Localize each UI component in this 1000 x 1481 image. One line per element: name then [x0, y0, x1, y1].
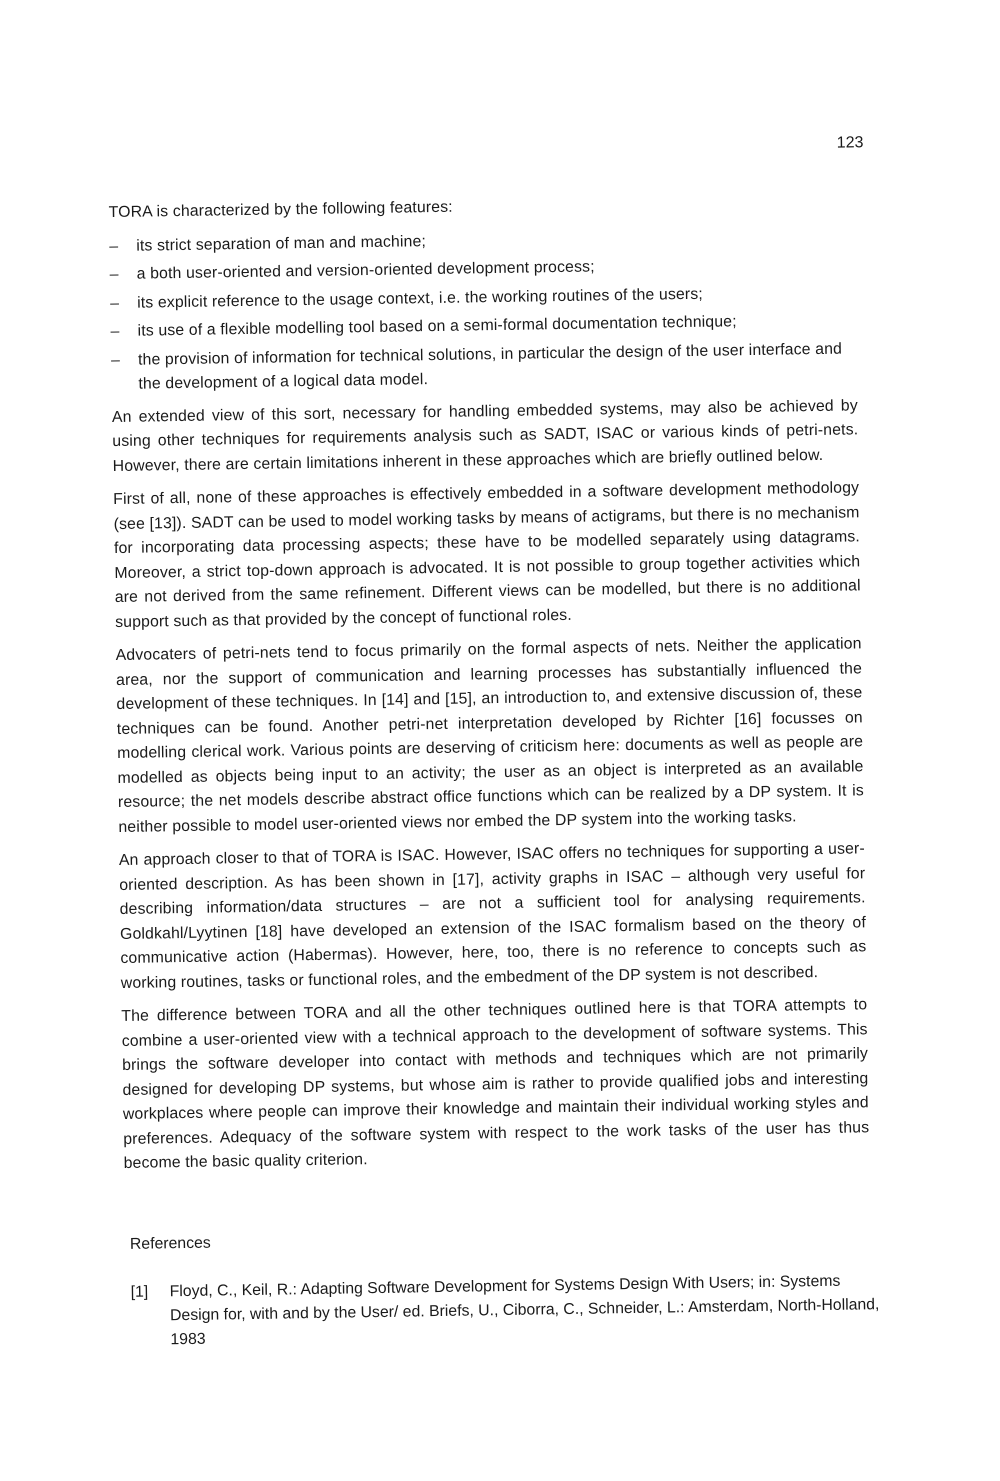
references-heading: References: [129, 1234, 211, 1253]
paragraph: An approach closer to that of TORA is ISAC. However, ISAC offers no techniques for supporting a user-oriented description. As has been shown in [17], activity graphs in ISAC – although very useful for describing information/data structures – are not a sufficient tool for analysing requirements. Goldkahl/Lyytinen [18] have developed an extension of the ISAC formalism based on the theory of communicative action (Habermas). However, here, too, there is no reference to concepts such as working routines, tasks or functional roles, and the embedment of the DP system is not described.: [118, 840, 867, 992]
body-text: [109, 189, 870, 1185]
paragraph: An extended view of this sort, necessary for handling embedded systems, may also be achieved by using other techniques for requirements analysis such as SADT, ISAC or various kinds of petri-nets. However, there are certain limitations inherent in these approaches which are briefly outlined below.: [111, 396, 859, 475]
paragraph: The difference between TORA and all the other techniques outlined here is that TORA attempts to combine a user-oriented view with a technical approach to the development of software systems. This brings the software developer into contact with methods and techniques which are not primarily designed for developing DP systems, but whose aim is rather to provide qualified jobs and interesting workplaces where people can improve their knowledge and maintain their individual working styles and preferences. Adequacy of the software system with respect to the work tasks of the user has thus become the basic quality criterion.: [121, 996, 870, 1172]
feature-item: [111, 337, 858, 398]
feature-text: its strict separation of man and machine;: [136, 232, 427, 255]
list-dash: –: [109, 237, 119, 255]
page-number: 123: [836, 134, 864, 152]
feature-text: the provision of information for technical solutions, in particular the design of the user interface and the development of a logical data model.: [137, 340, 843, 393]
list-dash: –: [110, 322, 120, 341]
feature-list: [109, 223, 857, 398]
paragraph: First of all, none of these approaches is effectively embedded in a software development methodology (see [13]). SADT can be used to model working tasks by means of actigrams, but there is no mechanism for incorporating data processing aspects; these have to be modelled separately using datagrams. Moreover, a strict top-down approach is advocated. It is not possible to group together activities which are not derived from the same refinement. Different views can be modelled, but there is no additional support such as that provided by the concept of functional roles.: [113, 479, 861, 631]
feature-text: a both user-oriented and version-oriented development process;: [136, 258, 595, 283]
reference-number: [1]: [130, 1283, 149, 1301]
reference-text: Floyd, C., Keil, R.: Adapting Software Development for Systems Design With Users; in: Systems Design for, with and by the User/ ed. Briefs, U., Ciborra, C., Schneider, L.: Amsterdam, North-Holland, 1983: [169, 1272, 880, 1349]
feature-text: its use of a flexible modelling tool based on a semi-formal documentation technique;: [137, 313, 737, 340]
list-dash: –: [109, 265, 119, 284]
paragraph: Advocaters of petri-nets tend to focus primarily on the formal aspects of nets. Neither the application area, nor the support of communication and learning processes has substantially influenced the development of these techniques. In [14] and [15], an introduction to, and extensive discussion of, these techniques can be found. Another petri-net interpretation developed by Richter [16] focusses on modelling clerical work. Various points are deserving of criticism here: documents as well as people are modelled as objects being input to an activity; the user as an object is interpreted as an available resource; the net models describe abstract office functions which can be realized by a DP system. It is neither possible to model user-oriented views nor embed the DP system into the working tasks.: [115, 635, 865, 836]
feature-text: its explicit reference to the usage context, i.e. the working routines of the users;: [137, 285, 704, 312]
list-dash: –: [110, 351, 121, 369]
list-dash: –: [110, 294, 120, 312]
intro-sentence: TORA is characterized by the following features:: [108, 198, 453, 222]
reference-item: [131, 1269, 882, 1353]
reference-list: [131, 1269, 882, 1353]
